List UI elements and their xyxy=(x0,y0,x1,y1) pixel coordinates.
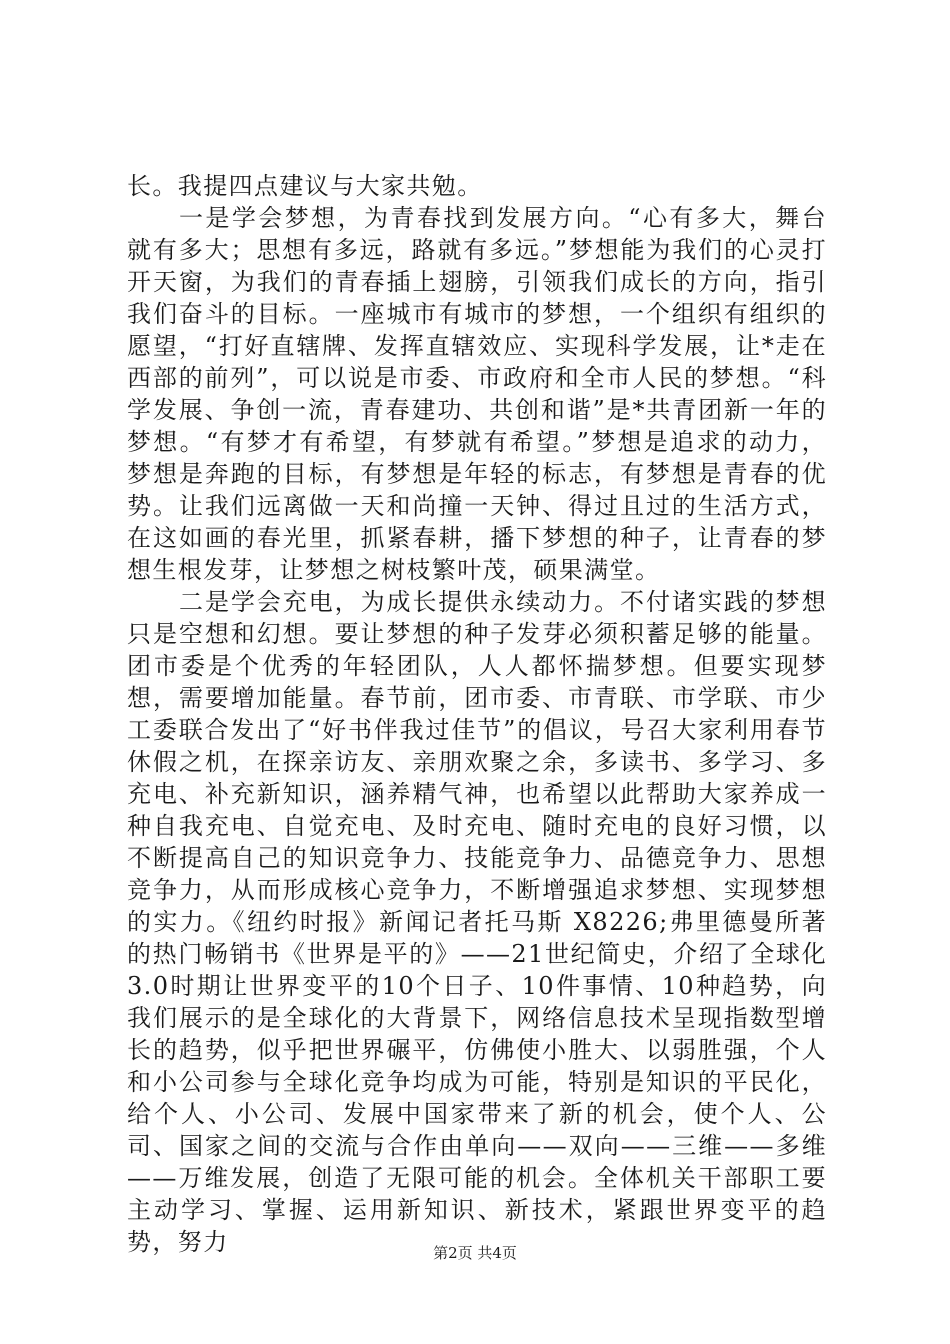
page-number-footer: 第2页 共4页 xyxy=(433,1244,517,1262)
paragraph-learn-to-recharge: 二是学会充电，为成长提供永续动力。不付诸实践的梦想只是空想和幻想。要让梦想的种子发芽必须积蓄足够的能量。团市委是个优秀的年轻团队，人人都怀揣梦想。但要实现梦想，需要增加能量。春节前，团市委、市青联、市学联、市少工委联合发出了“好书伴我过佳节”的倡议，号召大家利用春节休假之机，在探亲访友、亲朋欢聚之余，多读书、多学习、多充电、补充新知识，涵养精气神，也希望以此帮助大家养成一种自我充电、自觉充电、及时充电、随时充电的良好习惯，以不断提高自己的知识竞争力、技能竞争力、品德竞争力、思想竞争力，从而形成核心竞争力，不断增强追求梦想、实现梦想的实力。《纽约时报》新闻记者托马斯 X8226;弗里德曼所著的热门畅销书《世界是平的》——21世纪简史，介绍了全球化3.0时期让世界变平的10个日子、10件事情、10种趋势，向我们展示的是全球化的大背景下，网络信息技术呈现指数型增长的趋势，似乎把世界碾平，仿佛使小胜大、以弱胜强，个人和小公司参与全球化竞争均成为可能，特别是知识的平民化，给个人、小公司、发展中国家带来了新的机会，使个人、公司、国家之间的交流与合作由单向——双向——三维——多维——万维发展，创造了无限可能的机会。全体机关干部职工要主动学习、掌握、运用新知识、新技术，紧跟世界变平的趋势，努力 xyxy=(127,588,827,1256)
paragraph-learn-to-dream: 一是学会梦想，为青春找到发展方向。“心有多大，舞台就有多大；思想有多远，路就有多远。”梦想能为我们的心灵打开天窗，为我们的青春插上翅膀，引领我们成长的方向，指引我们奋斗的目标。一座城市有城市的梦想，一个组织有组织的愿望，“打好直辖牌、发挥直辖效应、实现科学发展，让*走在西部的前列”，可以说是市委、市政府和全市人民的梦想。“科学发展、争创一流，青春建功、共创和谐”是*共青团新一年的梦想。“有梦才有希望，有梦就有希望。”梦想是追求的动力，梦想是奔跑的目标，有梦想是年轻的标志，有梦想是青春的优势。让我们远离做一天和尚撞一天钟、得过且过的生活方式，在这如画的春光里，抓紧春耕，播下梦想的种子，让青春的梦想生根发芽，让梦想之树枝繁叶茂，硕果满堂。 xyxy=(127,204,827,584)
paragraph-continuation: 长。我提四点建议与大家共勉。 xyxy=(127,172,483,200)
document-body xyxy=(127,170,827,1258)
